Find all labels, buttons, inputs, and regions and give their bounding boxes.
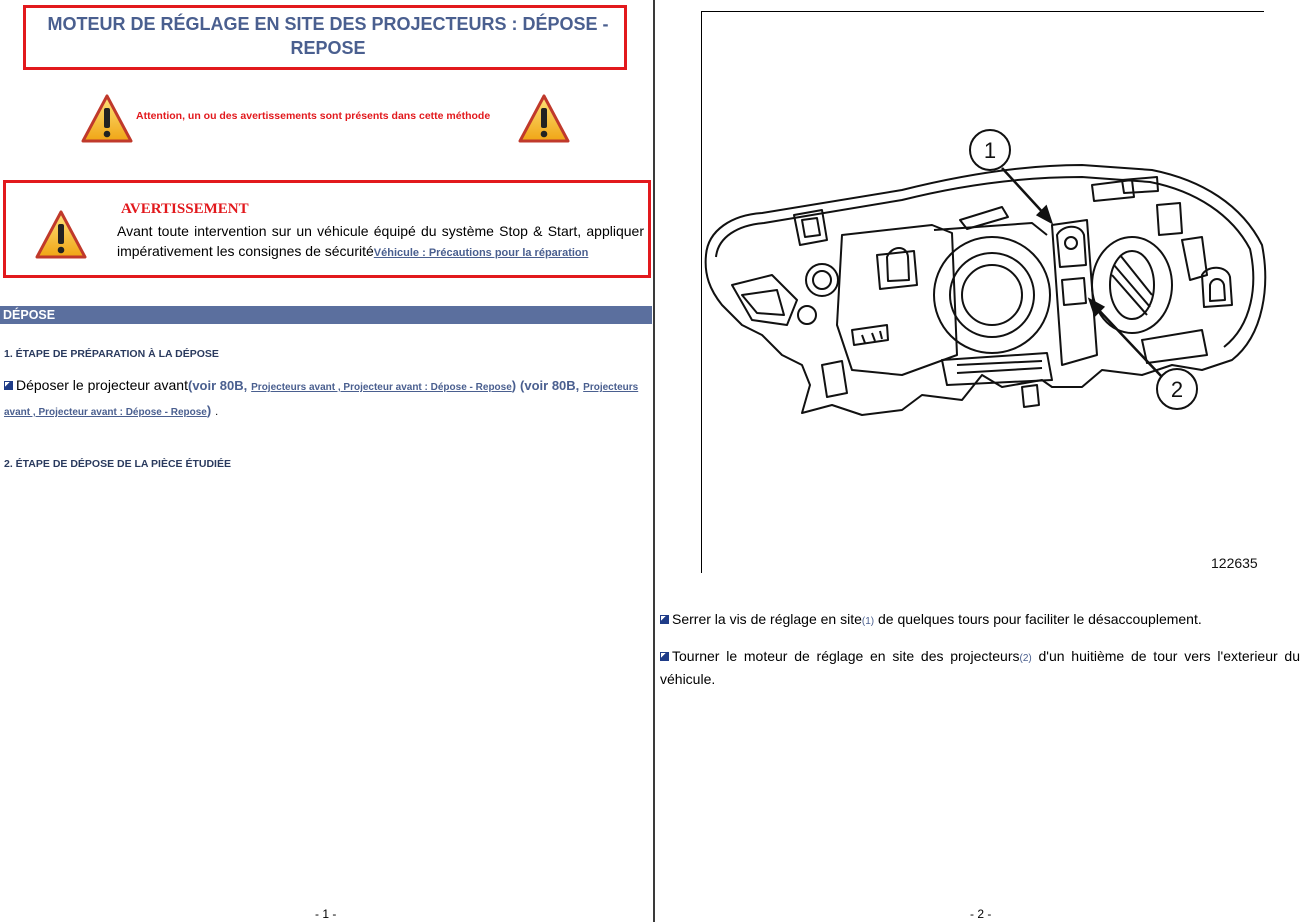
bullet-square-icon — [4, 381, 13, 390]
precautions-link[interactable]: Véhicule : Précautions pour la réparation — [373, 247, 589, 259]
step-1-instruction — [4, 374, 641, 424]
ref-link-2-open[interactable]: (voir 80B, — [520, 378, 580, 393]
warning-line-2: impérativement les consignes de sécurité — [117, 243, 374, 259]
warning-line-1: Avant toute intervention sur un véhicule équipé du système Stop & Start, appliquer — [117, 223, 644, 239]
step-1-title: 1. ÉTAPE DE PRÉPARATION À LA DÉPOSE — [4, 348, 219, 360]
step-1-text: Déposer le projecteur avant — [16, 377, 188, 393]
instruction-2-after: d'un huitième de tour vers l'exterieur du véhicule. — [660, 648, 1300, 687]
page-divider — [653, 0, 655, 922]
warning-triangle-icon — [80, 93, 134, 145]
instruction-1 — [660, 609, 1300, 632]
page-title: MOTEUR DE RÉGLAGE EN SITE DES PROJECTEURS : DÉPOSE - REPOSE — [47, 14, 609, 58]
ref-link-2-close: ) — [206, 403, 212, 418]
ref-link-2[interactable]: Projecteurs avant , Projecteur avant : Dépose - Repose — [4, 382, 639, 418]
figure-id: 122635 — [1211, 555, 1258, 571]
page-number-2: - 2 - — [970, 907, 992, 921]
page-number-1: - 1 - — [315, 907, 337, 921]
headlamp-diagram — [702, 125, 1270, 425]
instruction-2-before: Tourner le moteur de réglage en site des projecteurs — [672, 648, 1020, 664]
instruction-2 — [660, 646, 1300, 689]
bullet-square-icon — [660, 615, 669, 624]
warning-text — [117, 221, 644, 263]
warning-title: AVERTISSEMENT — [121, 201, 249, 217]
ref-link-1-close: ) — [511, 378, 517, 393]
callout-2-label: 2 — [1170, 377, 1184, 402]
instruction-1-after: de quelques tours pour faciliter le désaccouplement. — [878, 611, 1202, 627]
ref-link-1[interactable]: Projecteurs avant , Projecteur avant : Dépose - Repose — [251, 382, 512, 393]
bullet-square-icon — [660, 652, 669, 661]
section-header-depose: DÉPOSE — [0, 306, 652, 324]
warning-triangle-icon — [517, 93, 571, 145]
step-2-title: 2. ÉTAPE DE DÉPOSE DE LA PIÈCE ÉTUDIÉE — [4, 458, 231, 470]
attention-notice: Attention, un ou des avertissements sont présents dans cette méthode — [136, 110, 491, 122]
callout-1-label: 1 — [983, 138, 997, 163]
instruction-2-ref: (2) — [1019, 653, 1032, 664]
period: . — [215, 406, 219, 418]
instruction-1-before: Serrer la vis de réglage en site — [672, 611, 862, 627]
warning-triangle-icon — [34, 209, 88, 261]
ref-link-1-open[interactable]: (voir 80B, — [188, 378, 248, 393]
instruction-1-ref: (1) — [861, 616, 875, 627]
